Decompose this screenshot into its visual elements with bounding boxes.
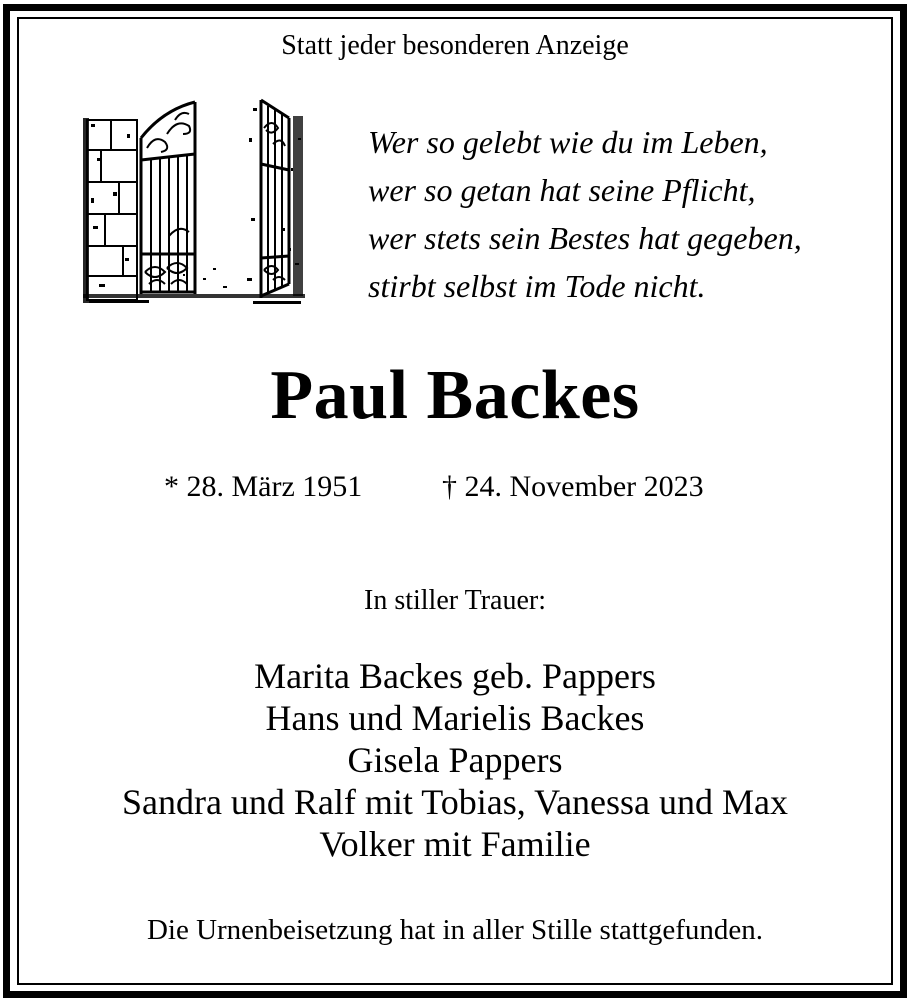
poem-line: wer stets sein Bestes hat gegeben, xyxy=(368,220,802,256)
poem xyxy=(368,118,802,310)
poem-line: wer so getan hat seine Pflicht, xyxy=(368,172,756,208)
burial-note: Die Urnenbeisetzung hat in aller Stille stattgefunden. xyxy=(146,914,764,946)
poem-line: Wer so gelebt wie du im Leben, xyxy=(368,124,768,160)
birth-date: * 28. März 1951 xyxy=(164,470,363,503)
death-date: † 24. November 2023 xyxy=(442,470,704,503)
poem-line: stirbt selbst im Tode nicht. xyxy=(368,268,706,304)
family-member: Marita Backes geb. Pappers xyxy=(254,656,656,696)
family-member: Sandra und Ralf mit Tobias, Vanessa und Max xyxy=(121,782,789,822)
family-member: Hans und Marielis Backes xyxy=(265,698,645,738)
family-member: Gisela Pappers xyxy=(347,740,563,780)
garden-gate-icon xyxy=(83,98,305,310)
notice-header: Statt jeder besonderen Anzeige xyxy=(281,30,629,61)
mourning-label: In stiller Trauer: xyxy=(364,585,546,616)
deceased-name: Paul Backes xyxy=(270,357,640,434)
family-member: Volker mit Familie xyxy=(319,824,591,864)
family-list xyxy=(0,655,910,865)
